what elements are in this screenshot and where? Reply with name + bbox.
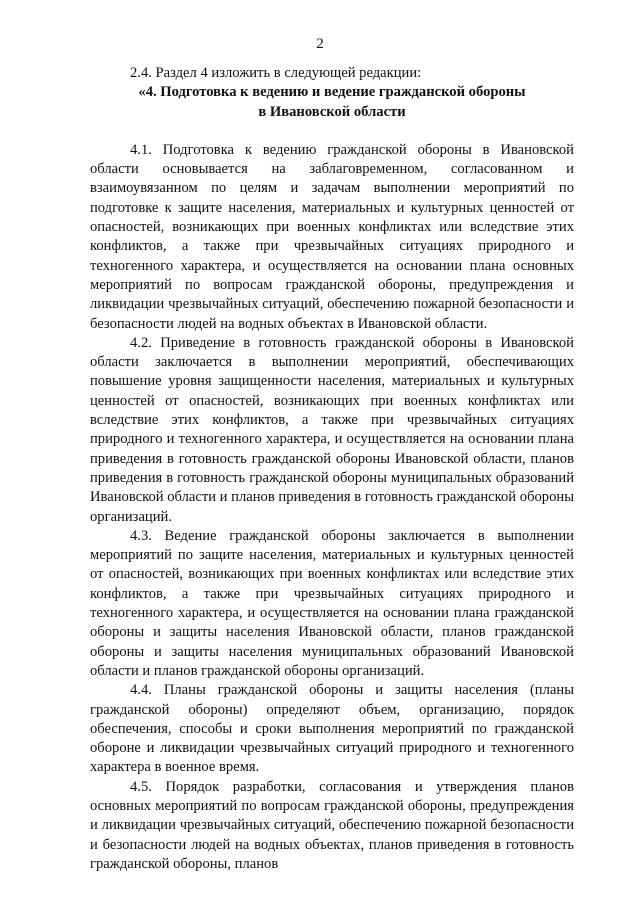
paragraph-4-1: 4.1. Подготовка к ведению гражданской обороны в Ивановской области основывается на заблаговременном, согласованном и взаимоувязанном по целям и задачам выполнении мероприятий по подготовке к защите населения, материальных и культурных ценностей от опасностей, возникающих при военных конфликтах или вследствие этих конфликтов, а также при чрезвычайных ситуациях природного и техногенного характера, и осуществляется на основании плана основных мероприятий по вопросам гражданской обороны, предупреждения и ликвидации чрезвычайных ситуаций, обеспечению пожарной безопасности и безопасности людей на водных объектах в Ивановской области. xyxy=(90,141,574,332)
paragraph-4-5: 4.5. Порядок разработки, согласования и утверждения планов основных мероприятий по вопросам гражданской обороны, предупреждения и ликвидации чрезвычайных ситуаций, обеспечению пожарной безопасности и безопасности людей на водных объектах, планов приведения в готовность гражданской обороны, планов xyxy=(90,778,574,872)
spacer xyxy=(90,122,574,141)
amendment-intro: 2.4. Раздел 4 изложить в следующей редакции: xyxy=(130,65,422,81)
document-body xyxy=(90,64,574,874)
paragraph-4-2: 4.2. Приведение в готовность гражданской обороны в Ивановской области заключается в выполнении мероприятий, обеспечивающих повышение уровня защищенности населения, материальных и культурных ценностей от опасностей, возникающих при военных конфликтах или вследствие этих конфликтов, а также при чрезвычайных ситуациях природного и техногенного характера, и осуществляется на основании плана приведения в готовность гражданской обороны Ивановской области, планов приведения в готовность гражданской обороны муниципальных образований Ивановской области и планов приведения в готовность гражданской обороны организаций. xyxy=(90,334,574,525)
section-heading-line-1: «4. Подготовка к ведению и ведение гражданской обороны xyxy=(138,84,526,101)
paragraph-4-4: 4.4. Планы гражданской обороны и защиты населения (планы гражданской обороны) определяют объем, организацию, порядок обеспечения, способы и сроки выполнения мероприятий по гражданской обороне и ликвидации чрезвычайных ситуаций природного и техногенного характера в военное время. xyxy=(90,682,574,776)
section-heading xyxy=(90,83,574,122)
section-heading-line-2: в Ивановской области xyxy=(258,103,406,120)
paragraph-4-3: 4.3. Ведение гражданской обороны заключается в выполнении мероприятий по защите населения, материальных и культурных ценностей от опасностей, возникающих при военных конфликтах или вследствие этих конфликтов, а также при чрезвычайных ситуациях природного и техногенного характера, и осуществляется на основании плана гражданской обороны и защиты населения Ивановской области, планов гражданской обороны и защиты населения муниципальных образований Ивановской области и планов гражданской обороны организаций. xyxy=(90,527,574,679)
page-number: 2 xyxy=(316,36,324,52)
